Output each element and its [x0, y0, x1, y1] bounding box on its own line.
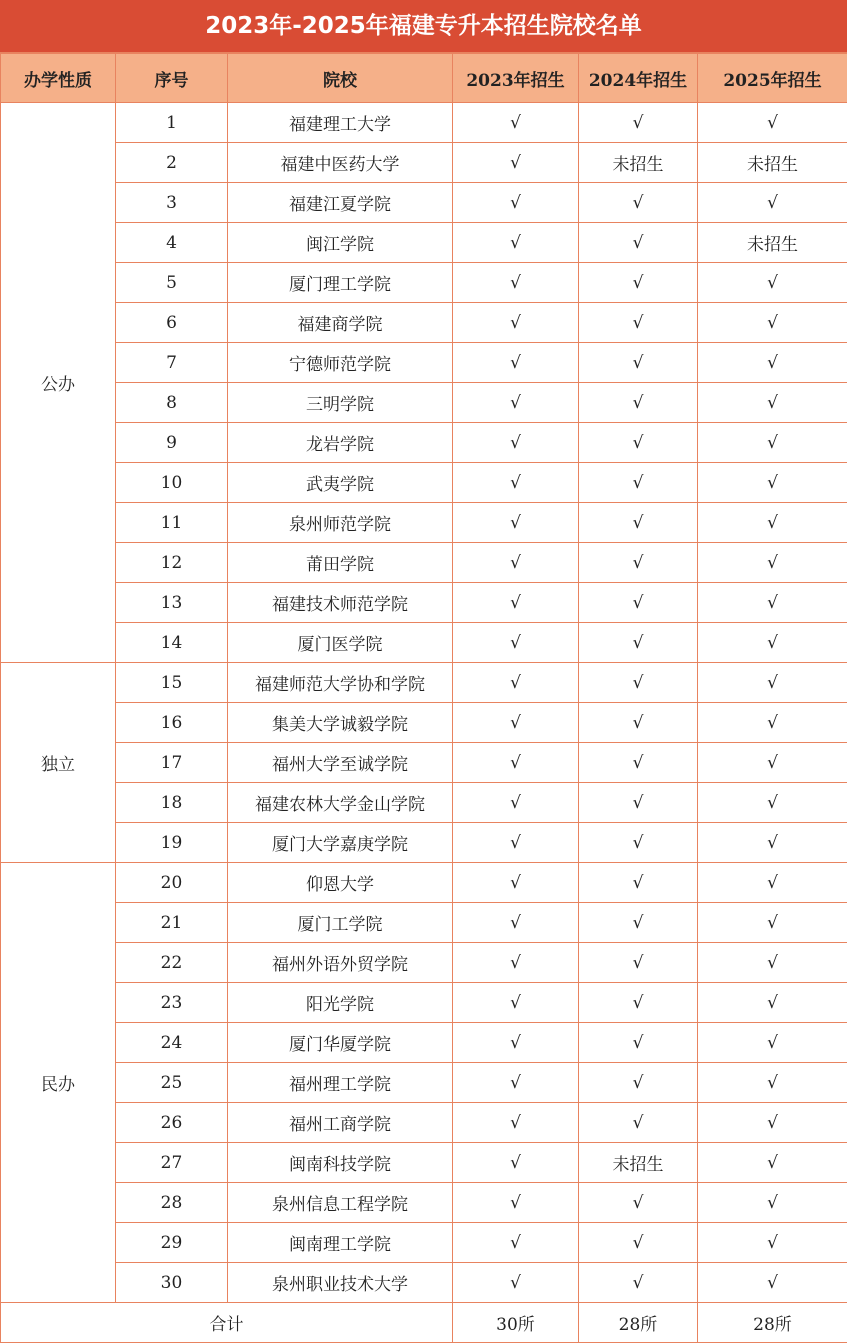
school-name-cell: 闽南理工学院	[228, 1223, 453, 1263]
table-row	[1, 303, 847, 343]
school-name-cell: 福建中医药大学	[228, 143, 453, 183]
serial-number-cell: 5	[116, 263, 228, 303]
serial-number-cell: 7	[116, 343, 228, 383]
school-name-cell: 厦门理工学院	[228, 263, 453, 303]
header-school-name: 院校	[228, 54, 453, 103]
school-name-cell: 福建商学院	[228, 303, 453, 343]
table-row	[1, 383, 847, 423]
enroll-2023-cell: √	[453, 1223, 579, 1263]
enroll-2024-cell: √	[579, 543, 698, 583]
enroll-2024-cell: 未招生	[579, 143, 698, 183]
enroll-2023-cell: √	[453, 1263, 579, 1303]
enroll-2024-cell: √	[579, 103, 698, 143]
table-row	[1, 1183, 847, 1223]
table-row	[1, 663, 847, 703]
enroll-2023-cell: √	[453, 1023, 579, 1063]
enroll-2025-cell: √	[698, 983, 847, 1023]
enroll-2024-cell: √	[579, 1183, 698, 1223]
enroll-2024-cell: √	[579, 503, 698, 543]
serial-number-cell: 10	[116, 463, 228, 503]
school-name-cell: 闽南科技学院	[228, 1143, 453, 1183]
school-name-cell: 福州理工学院	[228, 1063, 453, 1103]
school-name-cell: 厦门华厦学院	[228, 1023, 453, 1063]
school-name-cell: 莆田学院	[228, 543, 453, 583]
enroll-2024-cell: √	[579, 303, 698, 343]
school-name-cell: 龙岩学院	[228, 423, 453, 463]
table-row	[1, 343, 847, 383]
enroll-2023-cell: √	[453, 1183, 579, 1223]
table-row	[1, 1263, 847, 1303]
enroll-2023-cell: √	[453, 223, 579, 263]
enroll-2024-cell: √	[579, 783, 698, 823]
table-row	[1, 703, 847, 743]
school-type-cell: 独立	[1, 663, 116, 863]
enroll-2024-cell: √	[579, 1023, 698, 1063]
school-name-cell: 福州工商学院	[228, 1103, 453, 1143]
enroll-2023-cell: √	[453, 383, 579, 423]
enroll-2025-cell: √	[698, 863, 847, 903]
table-row	[1, 863, 847, 903]
school-name-cell: 厦门医学院	[228, 623, 453, 663]
enroll-2024-cell: √	[579, 583, 698, 623]
enroll-2025-cell: √	[698, 743, 847, 783]
table-row	[1, 783, 847, 823]
school-name-cell: 福建农林大学金山学院	[228, 783, 453, 823]
total-label: 合计	[1, 1303, 453, 1343]
total-row	[1, 1303, 847, 1343]
table-row	[1, 543, 847, 583]
table-row	[1, 943, 847, 983]
header-2024-enrollment: 2024年招生	[579, 54, 698, 103]
serial-number-cell: 26	[116, 1103, 228, 1143]
serial-number-cell: 21	[116, 903, 228, 943]
enroll-2023-cell: √	[453, 903, 579, 943]
serial-number-cell: 11	[116, 503, 228, 543]
enroll-2024-cell: √	[579, 823, 698, 863]
enroll-2025-cell: √	[698, 1103, 847, 1143]
enroll-2025-cell: √	[698, 1183, 847, 1223]
serial-number-cell: 17	[116, 743, 228, 783]
serial-number-cell: 23	[116, 983, 228, 1023]
enroll-2023-cell: √	[453, 103, 579, 143]
serial-number-cell: 24	[116, 1023, 228, 1063]
enroll-2023-cell: √	[453, 943, 579, 983]
enroll-2025-cell: √	[698, 1023, 847, 1063]
enroll-2024-cell: √	[579, 623, 698, 663]
school-name-cell: 宁德师范学院	[228, 343, 453, 383]
serial-number-cell: 14	[116, 623, 228, 663]
enroll-2023-cell: √	[453, 1063, 579, 1103]
table-row	[1, 903, 847, 943]
enroll-2025-cell: √	[698, 1143, 847, 1183]
serial-number-cell: 30	[116, 1263, 228, 1303]
serial-number-cell: 15	[116, 663, 228, 703]
enroll-2023-cell: √	[453, 543, 579, 583]
enroll-2024-cell: √	[579, 903, 698, 943]
enroll-2024-cell: √	[579, 743, 698, 783]
enroll-2023-cell: √	[453, 783, 579, 823]
table-row	[1, 423, 847, 463]
enroll-2024-cell: √	[579, 983, 698, 1023]
enroll-2023-cell: √	[453, 823, 579, 863]
serial-number-cell: 25	[116, 1063, 228, 1103]
table-row	[1, 223, 847, 263]
enroll-2023-cell: √	[453, 463, 579, 503]
enroll-2025-cell: 未招生	[698, 223, 847, 263]
enroll-2024-cell: √	[579, 1063, 698, 1103]
enroll-2025-cell: √	[698, 303, 847, 343]
school-name-cell: 福建江夏学院	[228, 183, 453, 223]
table-row	[1, 1103, 847, 1143]
serial-number-cell: 20	[116, 863, 228, 903]
header-2025-enrollment: 2025年招生	[698, 54, 847, 103]
table-row	[1, 1143, 847, 1183]
table-row	[1, 623, 847, 663]
enroll-2025-cell: 未招生	[698, 143, 847, 183]
enroll-2024-cell: √	[579, 703, 698, 743]
total-2025: 28所	[698, 1303, 847, 1343]
serial-number-cell: 4	[116, 223, 228, 263]
school-name-cell: 闽江学院	[228, 223, 453, 263]
enroll-2025-cell: √	[698, 623, 847, 663]
serial-number-cell: 22	[116, 943, 228, 983]
enroll-2024-cell: √	[579, 263, 698, 303]
school-name-cell: 武夷学院	[228, 463, 453, 503]
serial-number-cell: 13	[116, 583, 228, 623]
enroll-2023-cell: √	[453, 663, 579, 703]
serial-number-cell: 19	[116, 823, 228, 863]
enroll-2023-cell: √	[453, 503, 579, 543]
serial-number-cell: 8	[116, 383, 228, 423]
table-row	[1, 1023, 847, 1063]
table-row	[1, 103, 847, 143]
table-row	[1, 143, 847, 183]
serial-number-cell: 9	[116, 423, 228, 463]
serial-number-cell: 3	[116, 183, 228, 223]
school-name-cell: 泉州职业技术大学	[228, 1263, 453, 1303]
enroll-2023-cell: √	[453, 623, 579, 663]
header-school-type: 办学性质	[1, 54, 116, 103]
table-row	[1, 743, 847, 783]
table-row	[1, 983, 847, 1023]
serial-number-cell: 18	[116, 783, 228, 823]
enroll-2024-cell: √	[579, 1263, 698, 1303]
table-row	[1, 183, 847, 223]
enroll-2025-cell: √	[698, 183, 847, 223]
enroll-2024-cell: √	[579, 1103, 698, 1143]
enroll-2024-cell: √	[579, 863, 698, 903]
table-row	[1, 1063, 847, 1103]
enroll-2025-cell: √	[698, 383, 847, 423]
enroll-2025-cell: √	[698, 903, 847, 943]
enroll-2023-cell: √	[453, 143, 579, 183]
school-name-cell: 泉州信息工程学院	[228, 1183, 453, 1223]
enroll-2025-cell: √	[698, 783, 847, 823]
enroll-2025-cell: √	[698, 943, 847, 983]
enroll-2024-cell: √	[579, 223, 698, 263]
enroll-2023-cell: √	[453, 423, 579, 463]
serial-number-cell: 29	[116, 1223, 228, 1263]
school-name-cell: 福建师范大学协和学院	[228, 663, 453, 703]
serial-number-cell: 16	[116, 703, 228, 743]
table-row	[1, 583, 847, 623]
school-name-cell: 阳光学院	[228, 983, 453, 1023]
serial-number-cell: 1	[116, 103, 228, 143]
table-row	[1, 263, 847, 303]
enroll-2024-cell: √	[579, 343, 698, 383]
school-type-cell: 民办	[1, 863, 116, 1303]
enroll-2025-cell: √	[698, 103, 847, 143]
serial-number-cell: 27	[116, 1143, 228, 1183]
school-name-cell: 集美大学诚毅学院	[228, 703, 453, 743]
enroll-2025-cell: √	[698, 663, 847, 703]
school-type-cell: 公办	[1, 103, 116, 663]
school-name-cell: 厦门工学院	[228, 903, 453, 943]
total-2023: 30所	[453, 1303, 579, 1343]
total-2024: 28所	[579, 1303, 698, 1343]
table-row	[1, 503, 847, 543]
enroll-2025-cell: √	[698, 823, 847, 863]
enroll-2025-cell: √	[698, 1223, 847, 1263]
header-row	[1, 54, 847, 103]
table-body	[1, 103, 847, 1303]
school-name-cell: 三明学院	[228, 383, 453, 423]
header-serial-number: 序号	[116, 54, 228, 103]
enroll-2023-cell: √	[453, 743, 579, 783]
serial-number-cell: 2	[116, 143, 228, 183]
enroll-2023-cell: √	[453, 1103, 579, 1143]
enroll-2025-cell: √	[698, 463, 847, 503]
table-row	[1, 1223, 847, 1263]
enroll-2023-cell: √	[453, 303, 579, 343]
enroll-2023-cell: √	[453, 583, 579, 623]
enroll-2023-cell: √	[453, 263, 579, 303]
table-row	[1, 463, 847, 503]
enroll-2024-cell: √	[579, 943, 698, 983]
enroll-2023-cell: √	[453, 703, 579, 743]
header-2023-enrollment: 2023年招生	[453, 54, 579, 103]
school-name-cell: 仰恩大学	[228, 863, 453, 903]
enroll-2024-cell: 未招生	[579, 1143, 698, 1183]
enroll-2025-cell: √	[698, 503, 847, 543]
table-row	[1, 823, 847, 863]
enroll-2024-cell: √	[579, 1223, 698, 1263]
enroll-2025-cell: √	[698, 543, 847, 583]
serial-number-cell: 12	[116, 543, 228, 583]
school-name-cell: 泉州师范学院	[228, 503, 453, 543]
enroll-2025-cell: √	[698, 1263, 847, 1303]
school-name-cell: 福建技术师范学院	[228, 583, 453, 623]
enroll-2023-cell: √	[453, 863, 579, 903]
enroll-2023-cell: √	[453, 1143, 579, 1183]
enroll-2023-cell: √	[453, 983, 579, 1023]
enroll-2025-cell: √	[698, 703, 847, 743]
enroll-2024-cell: √	[579, 663, 698, 703]
school-name-cell: 福州外语外贸学院	[228, 943, 453, 983]
school-name-cell: 福州大学至诚学院	[228, 743, 453, 783]
enroll-2025-cell: √	[698, 423, 847, 463]
serial-number-cell: 28	[116, 1183, 228, 1223]
sheet-title: 2023年-2025年福建专升本招生院校名单	[0, 0, 847, 53]
enroll-2025-cell: √	[698, 263, 847, 303]
enroll-2025-cell: √	[698, 1063, 847, 1103]
school-name-cell: 厦门大学嘉庚学院	[228, 823, 453, 863]
serial-number-cell: 6	[116, 303, 228, 343]
enroll-2024-cell: √	[579, 383, 698, 423]
enroll-2025-cell: √	[698, 343, 847, 383]
enroll-2025-cell: √	[698, 583, 847, 623]
schools-table	[0, 53, 847, 1343]
enroll-2024-cell: √	[579, 463, 698, 503]
enroll-2023-cell: √	[453, 183, 579, 223]
enroll-2024-cell: √	[579, 183, 698, 223]
school-name-cell: 福建理工大学	[228, 103, 453, 143]
enroll-2023-cell: √	[453, 343, 579, 383]
enroll-2024-cell: √	[579, 423, 698, 463]
